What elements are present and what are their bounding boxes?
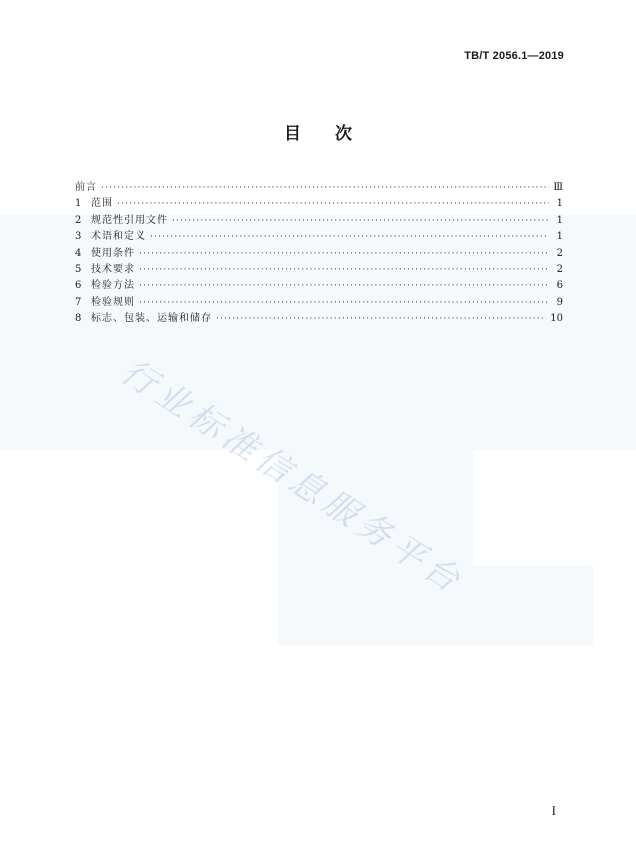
toc-leader-dots [139,295,549,311]
toc-leader-dots [139,262,549,278]
toc-entry-7[interactable] [75,295,563,311]
toc-title: 目次 [284,124,386,144]
toc-entry-text: 前言 [75,182,97,193]
toc-entry-text: 检验规则 [91,296,135,308]
toc-entry-number: 7 [75,296,82,308]
toc-entry-5[interactable] [75,262,563,278]
toc-entry-3[interactable] [75,229,563,245]
toc-leader-dots [139,278,549,294]
toc-entry-page: 9 [556,296,563,308]
toc-entry-number: 8 [75,313,82,325]
watermark-band [473,565,593,645]
toc-entry-text: 术语和定义 [91,231,146,243]
toc-leader-dots [101,180,549,196]
table-of-contents [75,180,563,328]
toc-entry-1[interactable] [75,196,563,212]
toc-entry-foreword[interactable] [75,180,563,196]
toc-entry-text: 使用条件 [91,247,135,259]
toc-entry-page: 10 [550,313,563,325]
toc-entry-number: 1 [75,198,82,210]
toc-entry-page: 2 [556,263,563,275]
toc-entry-page: 2 [556,247,563,259]
toc-entry-number: 2 [75,214,82,226]
toc-entry-page: 6 [556,280,563,292]
toc-leader-dots [150,229,549,245]
toc-entry-text: 标志、包装、运输和储存 [91,313,212,325]
watermark-text: 行业标准信息服务平台 [113,351,472,604]
toc-entry-page: 1 [556,231,563,243]
toc-entry-number: 5 [75,263,82,275]
toc-entry-number: 6 [75,280,82,292]
toc-entry-page: 1 [556,198,563,210]
toc-entry-number: 4 [75,247,82,259]
toc-entry-text: 技术要求 [91,263,135,275]
toc-entry-text: 范围 [91,198,113,210]
toc-leader-dots [172,213,549,229]
page-number: I [551,803,556,818]
toc-entry-text: 检验方法 [91,280,135,292]
toc-leader-dots [216,311,546,327]
toc-entry-text: 规范性引用文件 [91,214,168,226]
toc-entry-page: 1 [556,214,563,226]
toc-entry-6[interactable] [75,278,563,294]
toc-entry-page: Ⅲ [553,182,563,193]
toc-entry-8[interactable] [75,311,563,327]
toc-entry-2[interactable] [75,213,563,229]
toc-entry-4[interactable] [75,246,563,262]
toc-leader-dots [117,196,549,212]
watermark-band [278,450,473,645]
toc-leader-dots [139,246,549,262]
standard-code: TB/T 2056.1—2019 [464,50,564,62]
toc-entry-number: 3 [75,231,82,243]
